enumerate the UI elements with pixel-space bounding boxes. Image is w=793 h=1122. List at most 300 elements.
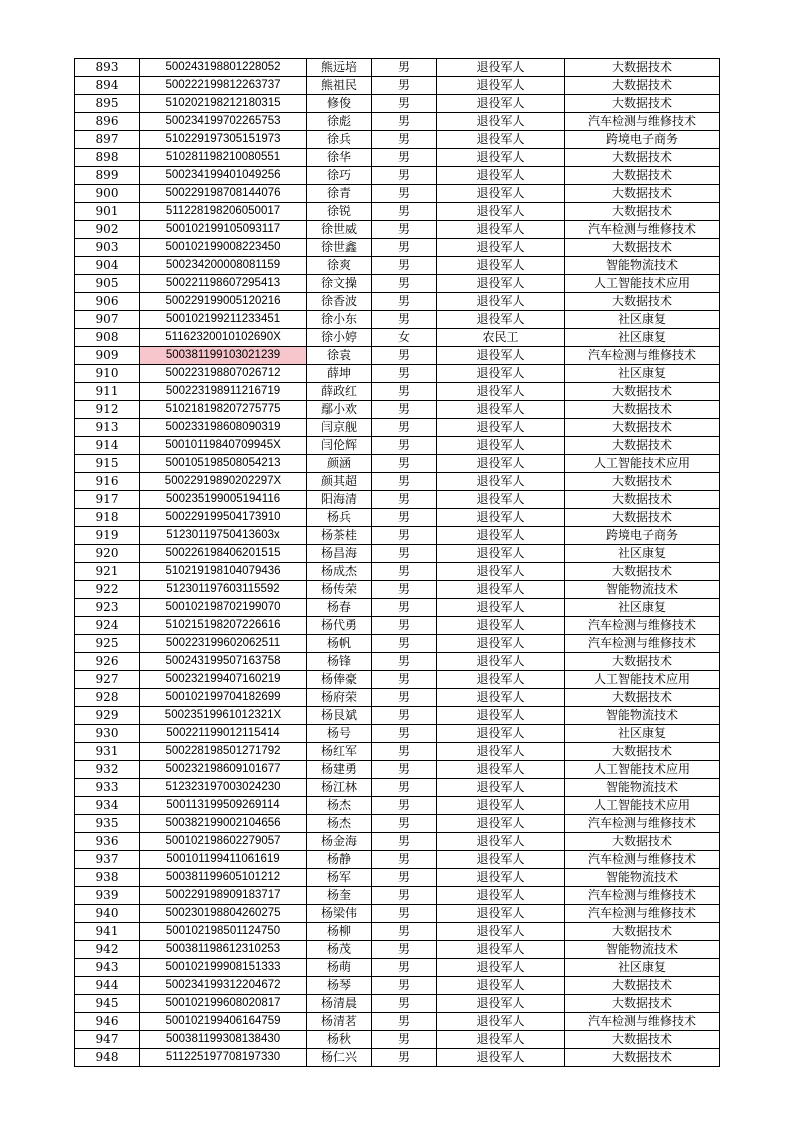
table-row (75, 743, 720, 761)
id-number-cell: 500230198804260275 (140, 905, 307, 923)
row-number-cell: 894 (75, 77, 140, 95)
category-cell: 退役军人 (437, 959, 565, 977)
name-cell: 徐小东 (307, 311, 372, 329)
row-number-cell: 908 (75, 329, 140, 347)
table-row (75, 797, 720, 815)
category-cell: 退役军人 (437, 1013, 565, 1031)
row-number-cell: 915 (75, 455, 140, 473)
table-row (75, 509, 720, 527)
name-cell: 杨梁伟 (307, 905, 372, 923)
table-row (75, 293, 720, 311)
gender-cell: 男 (372, 1031, 437, 1049)
major-cell: 汽车检测与维修技术 (565, 635, 720, 653)
major-cell: 社区康复 (565, 959, 720, 977)
name-cell: 杨静 (307, 851, 372, 869)
gender-cell: 男 (372, 239, 437, 257)
gender-cell: 男 (372, 725, 437, 743)
major-cell: 人工智能技术应用 (565, 671, 720, 689)
gender-cell: 男 (372, 509, 437, 527)
row-number-cell: 918 (75, 509, 140, 527)
row-number-cell: 914 (75, 437, 140, 455)
category-cell: 退役军人 (437, 563, 565, 581)
table-row (75, 473, 720, 491)
name-cell: 徐青 (307, 185, 372, 203)
gender-cell: 男 (372, 527, 437, 545)
name-cell: 徐巧 (307, 167, 372, 185)
gender-cell: 男 (372, 275, 437, 293)
major-cell: 汽车检测与维修技术 (565, 851, 720, 869)
category-cell: 退役军人 (437, 815, 565, 833)
name-cell: 闫伦辉 (307, 437, 372, 455)
id-number-cell: 500234199312204672 (140, 977, 307, 995)
row-number-cell: 934 (75, 797, 140, 815)
table-row (75, 905, 720, 923)
table-row (75, 563, 720, 581)
id-number-cell: 511225197708197330 (140, 1049, 307, 1067)
gender-cell: 男 (372, 851, 437, 869)
name-cell: 杨成杰 (307, 563, 372, 581)
category-cell: 退役军人 (437, 275, 565, 293)
id-number-cell: 500229198909183717 (140, 887, 307, 905)
table-row (75, 419, 720, 437)
table-row (75, 851, 720, 869)
category-cell: 退役军人 (437, 1049, 565, 1067)
name-cell: 杨秋 (307, 1031, 372, 1049)
id-number-cell: 500243199507163758 (140, 653, 307, 671)
row-number-cell: 907 (75, 311, 140, 329)
name-cell: 徐世鑫 (307, 239, 372, 257)
gender-cell: 男 (372, 59, 437, 77)
name-cell: 杨茶桂 (307, 527, 372, 545)
id-number-cell: 500102199608020817 (140, 995, 307, 1013)
table-row (75, 977, 720, 995)
category-cell: 退役军人 (437, 437, 565, 455)
name-cell: 熊祖民 (307, 77, 372, 95)
row-number-cell: 943 (75, 959, 140, 977)
gender-cell: 男 (372, 833, 437, 851)
category-cell: 退役军人 (437, 455, 565, 473)
row-number-cell: 900 (75, 185, 140, 203)
id-number-cell: 50022919890202297X (140, 473, 307, 491)
row-number-cell: 941 (75, 923, 140, 941)
row-number-cell: 940 (75, 905, 140, 923)
major-cell: 智能物流技术 (565, 257, 720, 275)
table-row (75, 167, 720, 185)
category-cell: 退役军人 (437, 383, 565, 401)
table-row (75, 833, 720, 851)
table-row (75, 941, 720, 959)
name-cell: 闫京舰 (307, 419, 372, 437)
row-number-cell: 905 (75, 275, 140, 293)
row-number-cell: 928 (75, 689, 140, 707)
id-number-cell: 51162320010102690X (140, 329, 307, 347)
gender-cell: 男 (372, 977, 437, 995)
major-cell: 社区康复 (565, 725, 720, 743)
id-number-cell: 500233198608090319 (140, 419, 307, 437)
name-cell: 杨府荣 (307, 689, 372, 707)
id-number-cell: 500102198702199070 (140, 599, 307, 617)
category-cell: 退役军人 (437, 59, 565, 77)
name-cell: 颜涵 (307, 455, 372, 473)
gender-cell: 男 (372, 1013, 437, 1031)
gender-cell: 男 (372, 959, 437, 977)
name-cell: 杨军 (307, 869, 372, 887)
major-cell: 智能物流技术 (565, 941, 720, 959)
id-number-cell: 500102199704182699 (140, 689, 307, 707)
major-cell: 智能物流技术 (565, 779, 720, 797)
gender-cell: 男 (372, 923, 437, 941)
major-cell: 大数据技术 (565, 1049, 720, 1067)
major-cell: 智能物流技术 (565, 707, 720, 725)
major-cell: 人工智能技术应用 (565, 761, 720, 779)
name-cell: 徐彪 (307, 113, 372, 131)
table-row (75, 653, 720, 671)
gender-cell: 男 (372, 995, 437, 1013)
major-cell: 大数据技术 (565, 77, 720, 95)
table-row (75, 869, 720, 887)
id-number-cell: 510219198104079436 (140, 563, 307, 581)
gender-cell: 男 (372, 221, 437, 239)
table-row (75, 545, 720, 563)
major-cell: 大数据技术 (565, 383, 720, 401)
category-cell: 退役军人 (437, 527, 565, 545)
category-cell: 退役军人 (437, 347, 565, 365)
id-number-cell: 500223199602062511 (140, 635, 307, 653)
major-cell: 大数据技术 (565, 401, 720, 419)
table-row (75, 221, 720, 239)
id-number-cell: 500102199908151333 (140, 959, 307, 977)
gender-cell: 男 (372, 77, 437, 95)
id-number-cell: 510229197305151973 (140, 131, 307, 149)
table-row (75, 761, 720, 779)
category-cell: 退役军人 (437, 581, 565, 599)
id-number-cell: 500221198607295413 (140, 275, 307, 293)
row-number-cell: 910 (75, 365, 140, 383)
row-number-cell: 893 (75, 59, 140, 77)
gender-cell: 男 (372, 815, 437, 833)
table-row (75, 995, 720, 1013)
id-number-cell: 500243198801228052 (140, 59, 307, 77)
gender-cell: 男 (372, 347, 437, 365)
row-number-cell: 945 (75, 995, 140, 1013)
id-number-cell: 500229198708144076 (140, 185, 307, 203)
gender-cell: 男 (372, 311, 437, 329)
major-cell: 大数据技术 (565, 923, 720, 941)
major-cell: 大数据技术 (565, 743, 720, 761)
gender-cell: 男 (372, 257, 437, 275)
gender-cell: 男 (372, 545, 437, 563)
name-cell: 杨萌 (307, 959, 372, 977)
table-row (75, 959, 720, 977)
major-cell: 跨境电子商务 (565, 527, 720, 545)
category-cell: 退役军人 (437, 761, 565, 779)
name-cell: 薛坤 (307, 365, 372, 383)
name-cell: 杨杰 (307, 797, 372, 815)
table-row (75, 617, 720, 635)
row-number-cell: 927 (75, 671, 140, 689)
table-row (75, 527, 720, 545)
gender-cell: 男 (372, 707, 437, 725)
category-cell: 退役军人 (437, 311, 565, 329)
name-cell: 熊远培 (307, 59, 372, 77)
id-number-cell: 500381199103021239 (140, 347, 307, 365)
row-number-cell: 896 (75, 113, 140, 131)
gender-cell: 男 (372, 599, 437, 617)
name-cell: 杨锋 (307, 653, 372, 671)
row-number-cell: 921 (75, 563, 140, 581)
category-cell: 退役军人 (437, 419, 565, 437)
id-number-cell: 512323197003024230 (140, 779, 307, 797)
table-row (75, 131, 720, 149)
name-cell: 徐香波 (307, 293, 372, 311)
table-row (75, 923, 720, 941)
major-cell: 大数据技术 (565, 293, 720, 311)
row-number-cell: 919 (75, 527, 140, 545)
major-cell: 大数据技术 (565, 491, 720, 509)
gender-cell: 女 (372, 329, 437, 347)
gender-cell: 男 (372, 797, 437, 815)
row-number-cell: 933 (75, 779, 140, 797)
table-row (75, 365, 720, 383)
category-cell: 退役军人 (437, 941, 565, 959)
gender-cell: 男 (372, 689, 437, 707)
table-row (75, 95, 720, 113)
category-cell: 退役军人 (437, 365, 565, 383)
major-cell: 大数据技术 (565, 167, 720, 185)
table-row (75, 581, 720, 599)
gender-cell: 男 (372, 905, 437, 923)
id-number-cell: 500234200008081159 (140, 257, 307, 275)
row-number-cell: 932 (75, 761, 140, 779)
row-number-cell: 935 (75, 815, 140, 833)
name-cell: 杨红军 (307, 743, 372, 761)
row-number-cell: 913 (75, 419, 140, 437)
id-number-cell: 500102199211233451 (140, 311, 307, 329)
row-number-cell: 924 (75, 617, 140, 635)
table-row (75, 329, 720, 347)
row-number-cell: 929 (75, 707, 140, 725)
row-number-cell: 922 (75, 581, 140, 599)
id-number-cell: 500102198602279057 (140, 833, 307, 851)
major-cell: 大数据技术 (565, 563, 720, 581)
major-cell: 大数据技术 (565, 149, 720, 167)
major-cell: 汽车检测与维修技术 (565, 221, 720, 239)
category-cell: 退役军人 (437, 185, 565, 203)
gender-cell: 男 (372, 581, 437, 599)
category-cell: 退役军人 (437, 869, 565, 887)
gender-cell: 男 (372, 941, 437, 959)
category-cell: 退役军人 (437, 635, 565, 653)
table-row (75, 437, 720, 455)
id-number-cell: 500226198406201515 (140, 545, 307, 563)
row-number-cell: 901 (75, 203, 140, 221)
gender-cell: 男 (372, 473, 437, 491)
gender-cell: 男 (372, 419, 437, 437)
category-cell: 退役军人 (437, 1031, 565, 1049)
gender-cell: 男 (372, 887, 437, 905)
category-cell: 退役军人 (437, 887, 565, 905)
name-cell: 杨昌海 (307, 545, 372, 563)
table-row (75, 347, 720, 365)
gender-cell: 男 (372, 401, 437, 419)
category-cell: 退役军人 (437, 167, 565, 185)
category-cell: 退役军人 (437, 707, 565, 725)
name-cell: 徐小婷 (307, 329, 372, 347)
category-cell: 退役军人 (437, 545, 565, 563)
name-cell: 徐文操 (307, 275, 372, 293)
major-cell: 大数据技术 (565, 509, 720, 527)
category-cell: 退役军人 (437, 995, 565, 1013)
category-cell: 退役军人 (437, 977, 565, 995)
table-row (75, 401, 720, 419)
name-cell: 杨柳 (307, 923, 372, 941)
id-number-cell: 510218198207275775 (140, 401, 307, 419)
id-number-cell: 500381198612310253 (140, 941, 307, 959)
name-cell: 杨杰 (307, 815, 372, 833)
id-number-cell: 510281198210080551 (140, 149, 307, 167)
gender-cell: 男 (372, 779, 437, 797)
major-cell: 大数据技术 (565, 473, 720, 491)
row-number-cell: 902 (75, 221, 140, 239)
row-number-cell: 930 (75, 725, 140, 743)
id-number-cell: 500102198501124750 (140, 923, 307, 941)
category-cell: 退役军人 (437, 779, 565, 797)
major-cell: 汽车检测与维修技术 (565, 1013, 720, 1031)
gender-cell: 男 (372, 617, 437, 635)
row-number-cell: 946 (75, 1013, 140, 1031)
row-number-cell: 931 (75, 743, 140, 761)
table-row (75, 77, 720, 95)
row-number-cell: 947 (75, 1031, 140, 1049)
category-cell: 退役军人 (437, 491, 565, 509)
gender-cell: 男 (372, 1049, 437, 1067)
row-number-cell: 926 (75, 653, 140, 671)
row-number-cell: 898 (75, 149, 140, 167)
gender-cell: 男 (372, 185, 437, 203)
row-number-cell: 923 (75, 599, 140, 617)
id-number-cell: 500229199005120216 (140, 293, 307, 311)
category-cell: 退役军人 (437, 113, 565, 131)
gender-cell: 男 (372, 131, 437, 149)
table-row (75, 1049, 720, 1067)
id-number-cell: 500235199005194116 (140, 491, 307, 509)
category-cell: 退役军人 (437, 95, 565, 113)
name-cell: 鄢小欢 (307, 401, 372, 419)
id-number-cell: 500232198609101677 (140, 761, 307, 779)
major-cell: 人工智能技术应用 (565, 275, 720, 293)
name-cell: 徐华 (307, 149, 372, 167)
major-cell: 大数据技术 (565, 1031, 720, 1049)
table-row (75, 311, 720, 329)
major-cell: 大数据技术 (565, 203, 720, 221)
gender-cell: 男 (372, 563, 437, 581)
gender-cell: 男 (372, 437, 437, 455)
category-cell: 退役军人 (437, 599, 565, 617)
major-cell: 大数据技术 (565, 995, 720, 1013)
id-number-cell: 512301197603115592 (140, 581, 307, 599)
name-cell: 杨帆 (307, 635, 372, 653)
row-number-cell: 939 (75, 887, 140, 905)
name-cell: 杨江林 (307, 779, 372, 797)
row-number-cell: 899 (75, 167, 140, 185)
id-number-cell: 500234199401049256 (140, 167, 307, 185)
gender-cell: 男 (372, 743, 437, 761)
id-number-cell: 500222199812263737 (140, 77, 307, 95)
major-cell: 大数据技术 (565, 689, 720, 707)
category-cell: 退役军人 (437, 617, 565, 635)
table-row (75, 455, 720, 473)
row-number-cell: 925 (75, 635, 140, 653)
category-cell: 退役军人 (437, 797, 565, 815)
gender-cell: 男 (372, 635, 437, 653)
row-number-cell: 917 (75, 491, 140, 509)
category-cell: 退役军人 (437, 239, 565, 257)
category-cell: 退役军人 (437, 509, 565, 527)
row-number-cell: 911 (75, 383, 140, 401)
name-cell: 杨清茗 (307, 1013, 372, 1031)
name-cell: 阳海清 (307, 491, 372, 509)
id-number-cell: 50010119840709945X (140, 437, 307, 455)
gender-cell: 男 (372, 671, 437, 689)
gender-cell: 男 (372, 203, 437, 221)
major-cell: 跨境电子商务 (565, 131, 720, 149)
table-row (75, 383, 720, 401)
name-cell: 徐锐 (307, 203, 372, 221)
table-row (75, 491, 720, 509)
name-cell: 徐兵 (307, 131, 372, 149)
table-row (75, 239, 720, 257)
gender-cell: 男 (372, 167, 437, 185)
major-cell: 人工智能技术应用 (565, 455, 720, 473)
major-cell: 社区康复 (565, 599, 720, 617)
name-cell: 杨清晨 (307, 995, 372, 1013)
category-cell: 退役军人 (437, 221, 565, 239)
row-number-cell: 912 (75, 401, 140, 419)
id-number-cell: 500105198508054213 (140, 455, 307, 473)
id-number-cell: 500221199012115414 (140, 725, 307, 743)
row-number-cell: 895 (75, 95, 140, 113)
table-row (75, 779, 720, 797)
major-cell: 大数据技术 (565, 833, 720, 851)
row-number-cell: 942 (75, 941, 140, 959)
table-row (75, 203, 720, 221)
name-cell: 修俊 (307, 95, 372, 113)
name-cell: 颜其超 (307, 473, 372, 491)
name-cell: 杨春 (307, 599, 372, 617)
id-number-cell: 500234199702265753 (140, 113, 307, 131)
category-cell: 退役军人 (437, 401, 565, 419)
name-cell: 薛政红 (307, 383, 372, 401)
major-cell: 汽车检测与维修技术 (565, 815, 720, 833)
gender-cell: 男 (372, 761, 437, 779)
gender-cell: 男 (372, 113, 437, 131)
category-cell: 退役军人 (437, 725, 565, 743)
id-number-cell: 500223198807026712 (140, 365, 307, 383)
row-number-cell: 903 (75, 239, 140, 257)
row-number-cell: 906 (75, 293, 140, 311)
row-number-cell: 909 (75, 347, 140, 365)
row-number-cell: 948 (75, 1049, 140, 1067)
id-number-cell: 500228198501271792 (140, 743, 307, 761)
row-number-cell: 916 (75, 473, 140, 491)
table-row (75, 635, 720, 653)
row-number-cell: 944 (75, 977, 140, 995)
major-cell: 社区康复 (565, 545, 720, 563)
table-row (75, 1013, 720, 1031)
major-cell: 大数据技术 (565, 59, 720, 77)
name-cell: 杨兵 (307, 509, 372, 527)
row-number-cell: 937 (75, 851, 140, 869)
